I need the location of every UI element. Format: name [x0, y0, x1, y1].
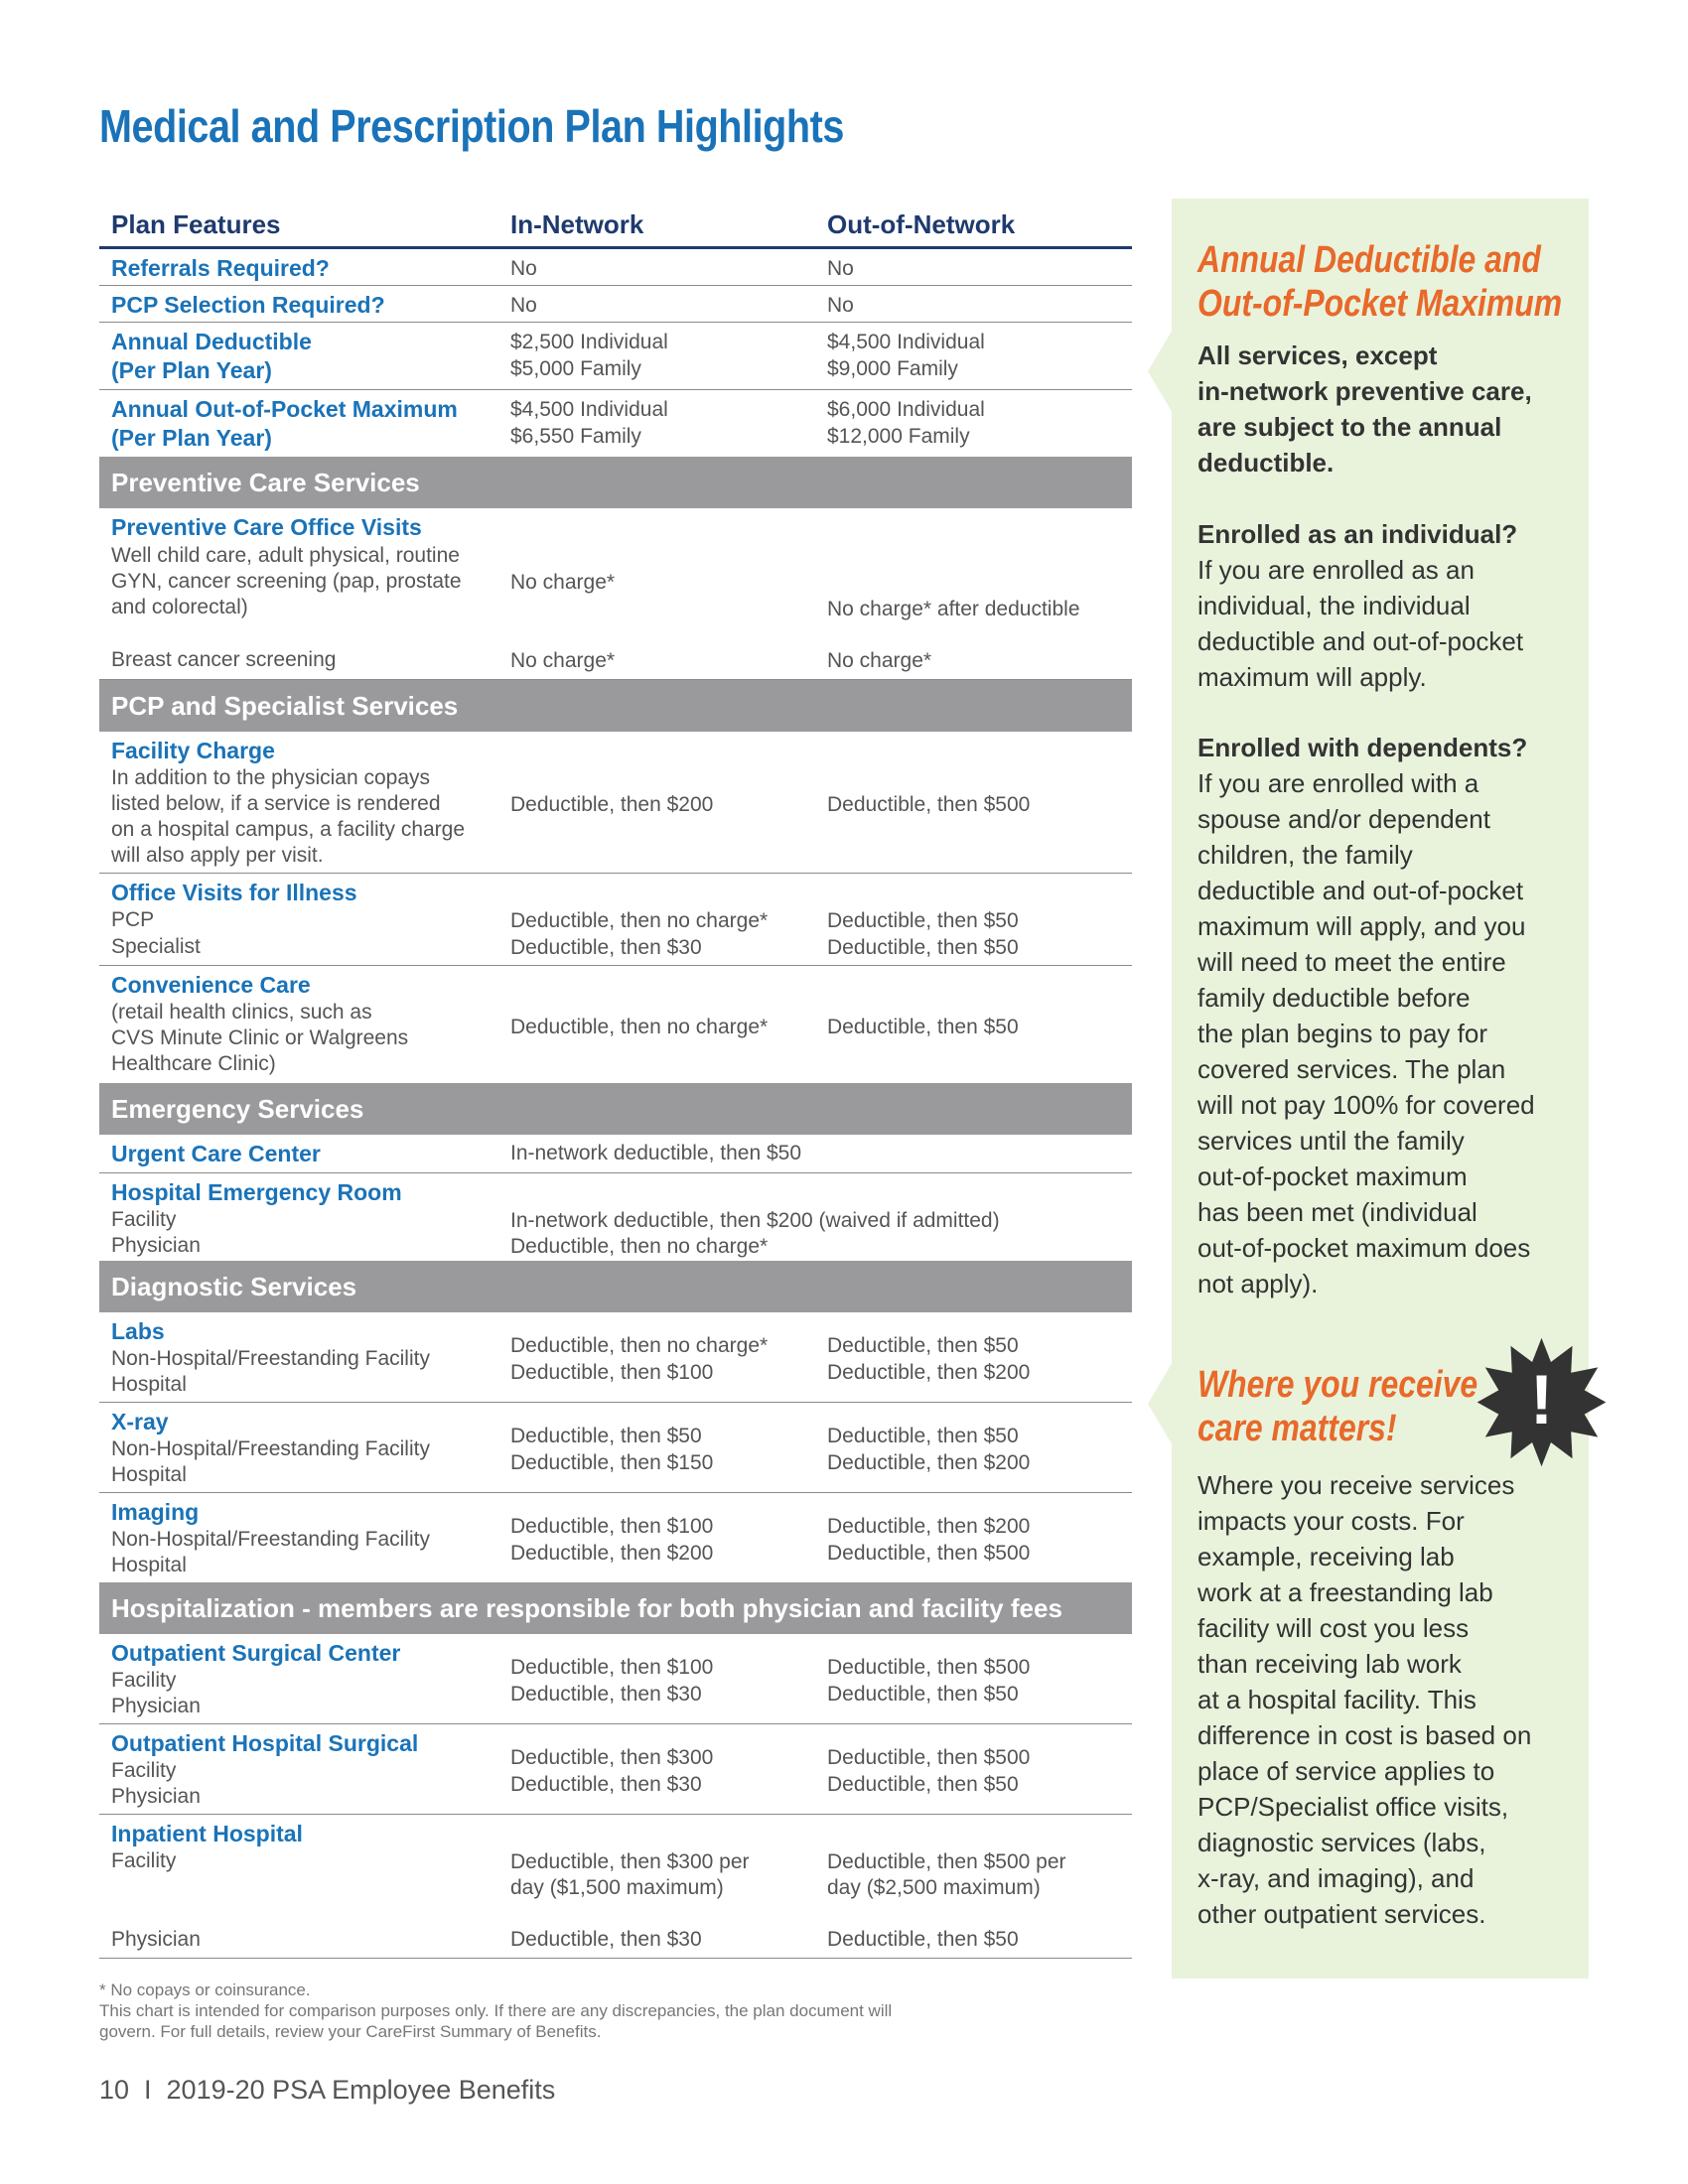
row-description: PCP	[111, 908, 155, 931]
table-row	[99, 732, 1132, 874]
out-of-network-value: day ($2,500 maximum)	[827, 1876, 1041, 1899]
sidebar-line: will need to meet the entire	[1197, 947, 1506, 977]
sidebar-line: than receiving lab work	[1197, 1649, 1462, 1679]
table-row	[99, 874, 1132, 966]
page-title: Medical and Prescription Plan Highlights	[99, 100, 844, 152]
row-description: In addition to the physician copays	[111, 766, 431, 789]
in-network-value: No	[510, 257, 537, 280]
in-network-value: Deductible, then $30	[510, 1773, 702, 1796]
network-value: In-network deductible, then $50	[510, 1142, 802, 1164]
section-header-emergency: Emergency Services	[99, 1083, 1132, 1135]
in-network-value: Deductible, then $200	[510, 793, 714, 816]
out-of-network-value: Deductible, then $50	[827, 909, 1019, 932]
sidebar-line: All services, except	[1197, 341, 1438, 370]
row-description: on a hospital campus, a facility charge	[111, 818, 466, 841]
sidebar-line: work at a freestanding lab	[1197, 1577, 1493, 1607]
in-network-value: Deductible, then $30	[510, 1683, 702, 1706]
out-of-network-value: No charge* after deductible	[827, 598, 1080, 620]
row-label: Office Visits for Illness	[111, 880, 357, 905]
out-of-network-value: $6,000 Individual	[827, 398, 985, 421]
sidebar-line: example, receiving lab	[1197, 1542, 1455, 1571]
sidebar-line: children, the family	[1197, 840, 1413, 870]
sidebar-line: diagnostic services (labs,	[1197, 1828, 1486, 1857]
table-row	[99, 390, 1132, 457]
sidebar-line: difference in cost is based on	[1197, 1720, 1532, 1750]
row-label: X-ray	[111, 1409, 169, 1434]
table-row	[99, 1493, 1132, 1582]
sidebar-pointer	[1148, 1360, 1174, 1447]
sidebar-line: in-network preventive care,	[1197, 376, 1532, 406]
in-network-value: Deductible, then $30	[510, 936, 702, 959]
sidebar-pointer	[1148, 328, 1174, 415]
row-description: and colorectal)	[111, 596, 248, 618]
sidebar-line: Where you receive services	[1197, 1470, 1515, 1500]
row-description: Specialist	[111, 935, 201, 958]
row-label: Convenience Care	[111, 972, 311, 998]
table-row	[99, 1815, 1132, 1959]
row-description: Non-Hospital/Freestanding Facility	[111, 1347, 430, 1370]
row-label: Referrals Required?	[111, 255, 330, 281]
row-description: (retail health clinics, such as	[111, 1001, 372, 1024]
table-header	[99, 199, 1132, 249]
sidebar-line: maximum will apply.	[1197, 662, 1427, 692]
row-description: Well child care, adult physical, routine	[111, 544, 460, 567]
row-label: PCP Selection Required?	[111, 292, 385, 318]
out-of-network-value: No	[827, 294, 854, 317]
section-header-preventive: Preventive Care Services	[99, 457, 1132, 508]
in-network-value: Deductible, then $100	[510, 1361, 714, 1384]
table-row	[99, 249, 1132, 286]
sidebar-individual	[1197, 516, 1585, 695]
sidebar-line: impacts your costs. For	[1197, 1506, 1465, 1536]
out-of-network-value: $12,000 Family	[827, 425, 970, 448]
footnote-line: This chart is intended for comparison purposes only. If there are any discrepancies, the plan document will	[99, 2001, 893, 2020]
sidebar-line: family deductible before	[1197, 983, 1471, 1013]
section-header-pcp: PCP and Specialist Services	[99, 680, 1132, 732]
sidebar-line: If you are enrolled with a	[1197, 768, 1479, 798]
out-of-network-value: No charge*	[827, 649, 932, 672]
sidebar-heading-line: Out-of-Pocket Maximum	[1197, 283, 1563, 325]
sidebar-care-text	[1197, 1467, 1585, 1932]
row-label-sub: (Per Plan Year)	[111, 425, 272, 451]
in-network-value: $5,000 Family	[510, 357, 641, 380]
in-network-value: Deductible, then $30	[510, 1928, 702, 1951]
section-header-hospitalization: Hospitalization - members are responsible for both physician and facility fees	[99, 1582, 1132, 1634]
in-network-value: $6,550 Family	[510, 425, 641, 448]
row-label: Inpatient Hospital	[111, 1821, 303, 1846]
out-of-network-value: Deductible, then $500	[827, 1746, 1031, 1769]
in-network-value: Deductible, then $200	[510, 1542, 714, 1565]
sidebar-line: not apply).	[1197, 1269, 1319, 1298]
row-description: Healthcare Clinic)	[111, 1052, 276, 1075]
table-row	[99, 1173, 1132, 1261]
in-network-value: Deductible, then no charge*	[510, 909, 769, 932]
sidebar-line: PCP/Specialist office visits,	[1197, 1792, 1509, 1822]
in-network-value: Deductible, then $300 per	[510, 1850, 750, 1873]
row-label: Annual Deductible	[111, 329, 312, 354]
sidebar-question: Enrolled as an individual?	[1197, 519, 1518, 549]
alert-exclamation: !	[1529, 1360, 1554, 1439]
sidebar-line: facility will cost you less	[1197, 1613, 1470, 1643]
row-description: Physician	[111, 1928, 201, 1951]
row-description: Non-Hospital/Freestanding Facility	[111, 1437, 430, 1460]
table-row	[99, 286, 1132, 323]
sidebar-line: other outpatient services.	[1197, 1899, 1486, 1929]
out-of-network-value: $9,000 Family	[827, 357, 958, 380]
sidebar-line: place of service applies to	[1197, 1756, 1495, 1786]
table-row	[99, 1312, 1132, 1403]
sidebar-intro	[1197, 338, 1585, 480]
in-network-value: Deductible, then $150	[510, 1451, 714, 1474]
sidebar-line: out-of-pocket maximum does	[1197, 1233, 1531, 1263]
row-description: will also apply per visit.	[111, 844, 324, 867]
table-row	[99, 1634, 1132, 1724]
in-network-value: Deductible, then $100	[510, 1515, 714, 1538]
row-label: Facility Charge	[111, 738, 275, 763]
alert-burst-icon	[1475, 1335, 1609, 1469]
sidebar-line: maximum will apply, and you	[1197, 911, 1526, 941]
sidebar-line: the plan begins to pay for	[1197, 1019, 1487, 1048]
header-out-of-network: Out-of-Network	[827, 209, 1016, 239]
row-label-sub: (Per Plan Year)	[111, 357, 272, 383]
row-description: GYN, cancer screening (pap, prostate	[111, 570, 462, 593]
sidebar-heading-line: Annual Deductible and	[1197, 239, 1541, 281]
in-network-value: Deductible, then no charge*	[510, 1016, 769, 1038]
in-network-value: $2,500 Individual	[510, 331, 668, 353]
row-description: Physician	[111, 1695, 201, 1717]
sidebar-line: will not pay 100% for covered	[1197, 1090, 1535, 1120]
table-row	[99, 1724, 1132, 1815]
sidebar-line: deductible and out-of-pocket	[1197, 876, 1524, 905]
in-network-value: Deductible, then $50	[510, 1425, 702, 1447]
row-description: Facility	[111, 1849, 177, 1872]
out-of-network-value: Deductible, then $50	[827, 1016, 1019, 1038]
footnote-line: * No copays or coinsurance.	[99, 1980, 311, 1999]
sidebar-line: x-ray, and imaging), and	[1197, 1863, 1475, 1893]
sidebar-line: If you are enrolled as an	[1197, 555, 1475, 585]
row-label: Preventive Care Office Visits	[111, 514, 422, 540]
sidebar-dependents	[1197, 730, 1585, 1301]
row-label: Annual Out-of-Pocket Maximum	[111, 396, 458, 422]
out-of-network-value: Deductible, then $500 per	[827, 1850, 1066, 1873]
sidebar-line: covered services. The plan	[1197, 1054, 1506, 1084]
table-row	[99, 966, 1132, 1083]
row-description: Hospital	[111, 1554, 187, 1576]
out-of-network-value: Deductible, then $500	[827, 1542, 1031, 1565]
row-description: CVS Minute Clinic or Walgreens	[111, 1026, 409, 1049]
in-network-value: day ($1,500 maximum)	[510, 1876, 724, 1899]
in-network-value: No	[510, 294, 537, 317]
row-description: Hospital	[111, 1463, 187, 1486]
out-of-network-value: Deductible, then $200	[827, 1515, 1031, 1538]
in-network-value: Deductible, then no charge*	[510, 1334, 769, 1357]
row-description: Non-Hospital/Freestanding Facility	[111, 1528, 430, 1551]
row-description: Physician	[111, 1234, 201, 1257]
sidebar-heading-care	[1197, 1363, 1477, 1450]
row-label: Outpatient Hospital Surgical	[111, 1730, 419, 1756]
out-of-network-value: Deductible, then $50	[827, 936, 1019, 959]
out-of-network-value: No	[827, 257, 854, 280]
row-description: Hospital	[111, 1373, 187, 1396]
row-description: Breast cancer screening	[111, 648, 337, 671]
out-of-network-value: Deductible, then $50	[827, 1773, 1019, 1796]
out-of-network-value: Deductible, then $200	[827, 1361, 1031, 1384]
table-row	[99, 508, 1132, 680]
sidebar-line: deductible.	[1197, 448, 1335, 478]
sidebar-line: at a hospital facility. This	[1197, 1685, 1477, 1714]
sidebar-line: spouse and/or dependent	[1197, 804, 1490, 834]
out-of-network-value: Deductible, then $50	[827, 1683, 1019, 1706]
footnote-line: govern. For full details, review your CareFirst Summary of Benefits.	[99, 2022, 602, 2041]
header-plan-features: Plan Features	[111, 209, 281, 239]
plan-table	[99, 199, 1132, 1959]
sidebar-line: are subject to the annual	[1197, 412, 1502, 442]
row-label: Labs	[111, 1318, 165, 1344]
row-description: Facility	[111, 1669, 177, 1692]
out-of-network-value: Deductible, then $500	[827, 1656, 1031, 1679]
page-footer: 10 I 2019-20 PSA Employee Benefits	[99, 2075, 556, 2105]
sidebar-line: has been met (individual	[1197, 1197, 1477, 1227]
sidebar-heading-deductible	[1197, 238, 1562, 326]
out-of-network-value: Deductible, then $50	[827, 1334, 1019, 1357]
out-of-network-value: Deductible, then $500	[827, 793, 1031, 816]
out-of-network-value: $4,500 Individual	[827, 331, 985, 353]
out-of-network-value: Deductible, then $50	[827, 1425, 1019, 1447]
row-label: Outpatient Surgical Center	[111, 1640, 401, 1666]
network-value: Deductible, then no charge*	[510, 1235, 769, 1258]
row-description: Facility	[111, 1208, 177, 1231]
in-network-value: $4,500 Individual	[510, 398, 668, 421]
table-row	[99, 1403, 1132, 1493]
in-network-value: No charge*	[510, 649, 616, 672]
sidebar-question: Enrolled with dependents?	[1197, 733, 1528, 762]
in-network-value: Deductible, then $300	[510, 1746, 714, 1769]
out-of-network-value: Deductible, then $200	[827, 1451, 1031, 1474]
table-row	[99, 323, 1132, 390]
sidebar-line: services until the family	[1197, 1126, 1465, 1156]
row-label: Imaging	[111, 1499, 200, 1525]
sidebar-line: out-of-pocket maximum	[1197, 1161, 1468, 1191]
row-description: Physician	[111, 1785, 201, 1808]
in-network-value: Deductible, then $100	[510, 1656, 714, 1679]
row-label: Hospital Emergency Room	[111, 1179, 402, 1205]
row-label: Urgent Care Center	[111, 1141, 321, 1166]
footnotes	[99, 1979, 892, 2042]
out-of-network-value: Deductible, then $50	[827, 1928, 1019, 1951]
header-in-network: In-Network	[510, 209, 644, 239]
section-header-diagnostic: Diagnostic Services	[99, 1261, 1132, 1312]
row-description: Facility	[111, 1759, 177, 1782]
row-description: listed below, if a service is rendered	[111, 792, 441, 815]
sidebar-heading-line: care matters!	[1197, 1408, 1397, 1449]
sidebar-heading-line: Where you receive	[1197, 1364, 1478, 1406]
table-row	[99, 1135, 1132, 1173]
network-value: In-network deductible, then $200 (waived if admitted)	[510, 1209, 1000, 1232]
sidebar-line: deductible and out-of-pocket	[1197, 626, 1524, 656]
sidebar-line: individual, the individual	[1197, 591, 1471, 620]
in-network-value: No charge*	[510, 571, 616, 594]
